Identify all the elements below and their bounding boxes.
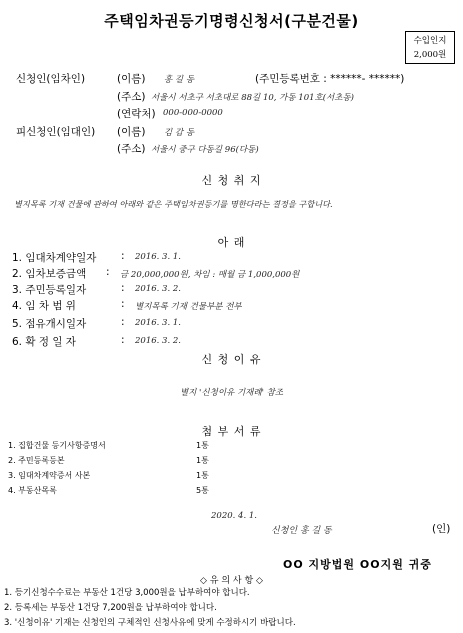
applicant-role: 신청인(임차인) xyxy=(16,73,86,85)
detail-value: 별지목록 기재 건물부분 전부 xyxy=(135,302,242,312)
stamp-amount: 2,000원 xyxy=(413,50,447,60)
detail-colon: : xyxy=(121,282,125,294)
attachment-count: 1통 xyxy=(196,441,209,450)
applicant-phone-label: (연락처) xyxy=(117,108,156,120)
note-item: 2. 등록세는 부동산 1건당 7,200원을 납부하여야 합니다. xyxy=(4,603,217,613)
signature-seal: (인) xyxy=(432,523,451,535)
detail-colon: : xyxy=(106,266,110,278)
respondent-name: 김 갑 동 xyxy=(164,128,195,138)
applicant-name-label: (이름) xyxy=(117,73,146,85)
detail-colon: : xyxy=(121,316,125,328)
applicant-address: 서울시 서초구 서초대로 88길 10, 가동 101호(서초동) xyxy=(151,93,354,103)
detail-value: 금 20,000,000원, 차임 : 매월 금 1,000,000원 xyxy=(120,270,300,280)
detail-colon: : xyxy=(121,250,125,262)
detail-value: 2016. 3. 1. xyxy=(135,318,181,328)
reason-heading: 신 청 이 유 xyxy=(201,353,262,366)
note-item: 3. '신청이유' 기재는 신청인의 구체적인 신청사유에 맞게 수정하시기 바랍니다. xyxy=(4,618,296,628)
detail-label: 5. 점유개시일자 xyxy=(12,318,87,330)
applicant-phone: 000-000-0000 xyxy=(163,108,223,118)
stamp-label: 수입인지 xyxy=(413,36,447,46)
note-item: 1. 등기신청수수료는 부동산 1건당 3,000원을 납부하여야 합니다. xyxy=(4,588,250,598)
attachment-label: 3. 임대차계약증서 사본 xyxy=(8,471,91,480)
applicant-name: 홍 길 동 xyxy=(164,75,195,85)
detail-label: 2. 임차보증금액 xyxy=(12,268,87,280)
applicant-id-number: (주민등록번호 : ******- ******) xyxy=(255,73,405,85)
detail-label: 6. 확 정 일 자 xyxy=(12,336,76,348)
details-heading: 아 래 xyxy=(217,236,246,249)
detail-label: 4. 임 차 범 위 xyxy=(12,300,76,312)
reason-text: 별지 '신청이유 기재례' 참조 xyxy=(179,388,284,398)
signature-name: 신청인 홍 길 동 xyxy=(271,526,332,536)
detail-value: 2016. 3. 2. xyxy=(135,336,181,346)
applicant-address-label: (주소) xyxy=(117,91,146,103)
court-name: OO 지방법원 OO지원 귀중 xyxy=(283,558,432,571)
respondent-address: 서울시 중구 다동길 96(다동) xyxy=(151,145,259,155)
detail-colon: : xyxy=(121,298,125,310)
detail-label: 3. 주민등록일자 xyxy=(12,284,87,296)
respondent-address-label: (주소) xyxy=(117,143,146,155)
respondent-name-label: (이름) xyxy=(117,126,146,138)
attachment-count: 5통 xyxy=(196,486,209,495)
attachment-label: 2. 주민등록등본 xyxy=(8,456,65,465)
detail-colon: : xyxy=(121,334,125,346)
attachment-count: 1통 xyxy=(196,471,209,480)
signature-date: 2020. 4. 1. xyxy=(211,511,257,521)
attachment-label: 1. 집합건물 등기사항증명서 xyxy=(8,441,106,450)
purpose-heading: 신 청 취 지 xyxy=(201,174,262,187)
document-title: 주택임차권등기명령신청서(구분건물) xyxy=(104,12,359,30)
attachment-count: 1통 xyxy=(196,456,209,465)
attachment-label: 4. 부동산목록 xyxy=(8,486,57,495)
detail-value: 2016. 3. 1. xyxy=(135,252,181,262)
revenue-stamp-box xyxy=(405,31,455,64)
purpose-text: 별지목록 기재 건물에 관하여 아래와 같은 주택임차권등기를 명한다라는 결정을 구합니다. xyxy=(14,199,333,209)
attachments-heading: 첨 부 서 류 xyxy=(201,425,262,438)
respondent-role: 피신청인(임대인) xyxy=(16,126,96,138)
detail-value: 2016. 3. 2. xyxy=(135,284,181,294)
notes-heading: ◇ 유 의 사 항 ◇ xyxy=(200,576,263,586)
detail-label: 1. 임대차계약일자 xyxy=(12,252,97,264)
